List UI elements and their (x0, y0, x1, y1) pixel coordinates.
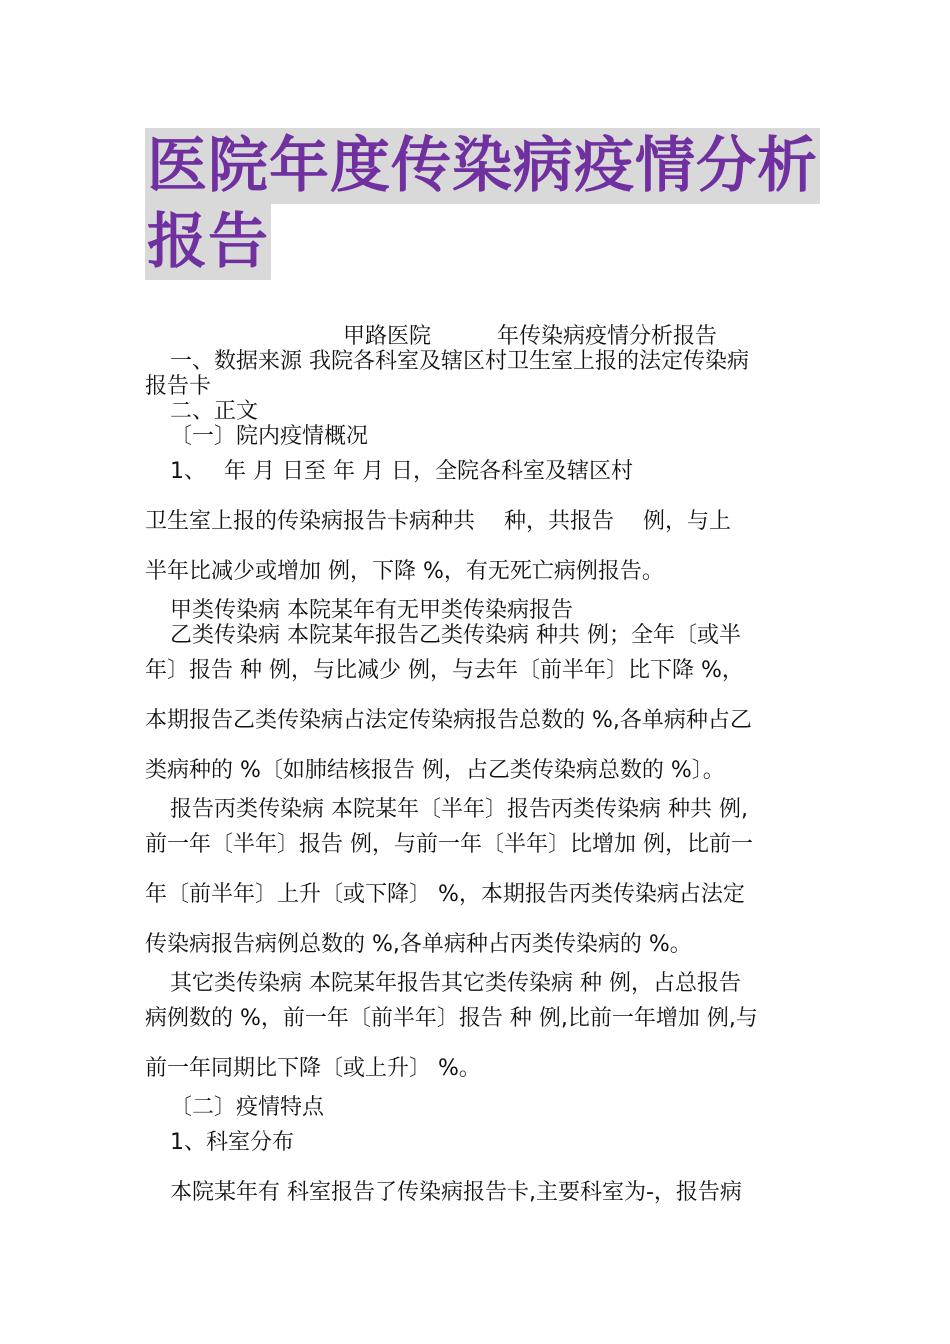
paragraph-line: 年〔前半年〕上升〔或下降〕 %，本期报告丙类传染病占法定 (145, 882, 745, 907)
report-subtitle: 甲路医院 年传染病疫情分析报告 (343, 324, 718, 349)
paragraph-line: 1、 年 月 日至 年 月 日，全院各科室及辖区村 (170, 459, 633, 484)
paragraph-line: 前一年〔半年〕报告 例，与前一年〔半年〕比增加 例，比前一 (145, 832, 753, 857)
paragraph-line: 类病种的 %〔如肺结核报告 例，占乙类传染病总数的 %〕。 (145, 758, 725, 783)
paragraph-line: 报告丙类传染病 本院某年〔半年〕报告丙类传染病 种共 例, (170, 797, 748, 822)
paragraph-line: 其它类传染病 本院某年报告其它类传染病 种 例，占总报告 (170, 971, 741, 996)
paragraph-line: 前一年同期比下降〔或上升〕 %。 (145, 1056, 481, 1081)
paragraph-line: 甲类传染病 本院某年有无甲类传染病报告 (170, 598, 573, 623)
paragraph-line: 一、数据来源 我院各科室及辖区村卫生室上报的法定传染病 (170, 349, 749, 374)
section-heading: 〔一〕院内疫情概况 (170, 424, 369, 449)
paragraph-line: 报告卡 (145, 374, 212, 399)
section-heading: 1、科室分布 (170, 1130, 294, 1155)
document-title-line-2: 报告 (145, 204, 271, 280)
section-heading: 〔二〕疫情特点 (170, 1095, 325, 1120)
paragraph-line: 卫生室上报的传染病报告卡病种共 种，共报告 例，与上 (145, 509, 731, 534)
paragraph-line: 乙类传染病 本院某年报告乙类传染病 种共 例；全年〔或半 (170, 623, 741, 648)
paragraph-line: 本院某年有 科室报告了传染病报告卡,主要科室为-，报告病 (170, 1180, 742, 1205)
section-heading: 二、正文 (170, 399, 259, 424)
paragraph-line: 半年比减少或增加 例，下降 %，有无死亡病例报告。 (145, 559, 664, 584)
paragraph-line: 病例数的 %，前一年〔前半年〕报告 种 例,比前一年增加 例,与 (145, 1006, 758, 1031)
paragraph-line: 本期报告乙类传染病占法定传染病报告总数的 %,各单病种占乙 (145, 708, 752, 733)
document-title-line-1: 医院年度传染病疫情分析 (145, 128, 820, 204)
paragraph-line: 传染病报告病例总数的 %,各单病种占丙类传染病的 %。 (145, 932, 692, 957)
paragraph-line: 年〕报告 种 例，与比减少 例，与去年〔前半年〕比下降 %， (145, 658, 744, 683)
